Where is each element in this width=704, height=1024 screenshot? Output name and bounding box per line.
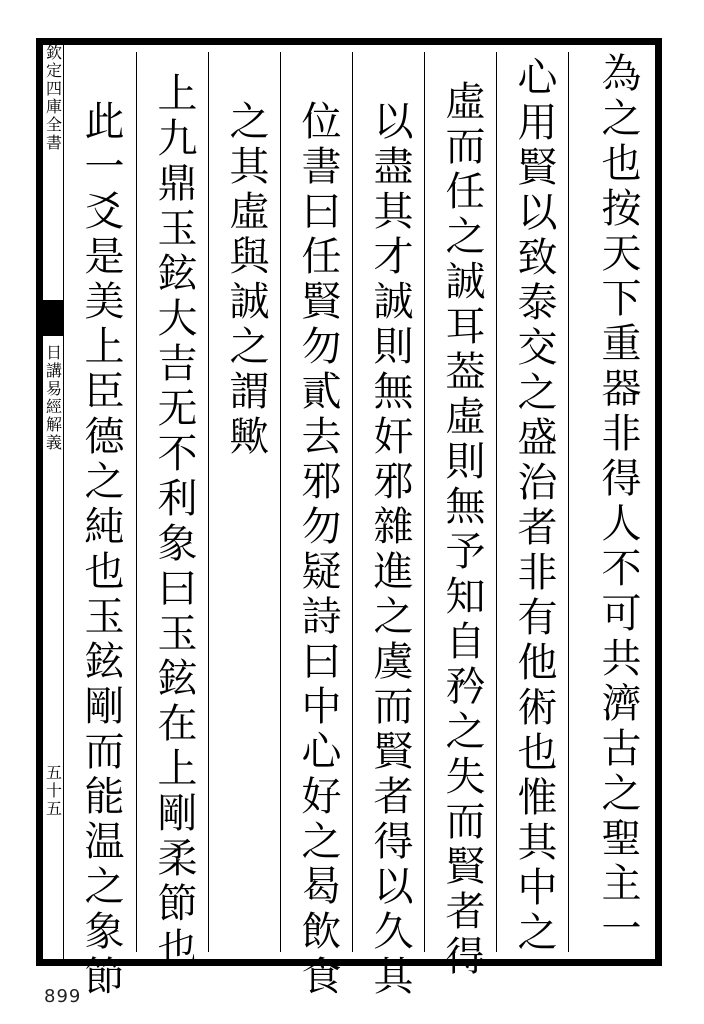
text-column-7: 上九鼎玉鉉大吉无不利象曰玉鉉在上剛柔節也 — [151, 72, 197, 972]
text-column-1: 為之也按天下重器非得人不可共濟古之聖主一 — [595, 52, 641, 952]
collection-title: 欽定四庫全書 — [43, 44, 63, 152]
column-rule — [424, 52, 425, 952]
text-column-3: 虛而任之誠耳葢虛則無予知自矜之失而賢者得 — [439, 80, 485, 980]
column-rule — [352, 52, 353, 952]
text-column-6: 之其虛與誠之謂歟 — [223, 100, 269, 460]
column-rule — [568, 52, 569, 952]
column-rule — [280, 52, 281, 952]
text-column-8: 此一爻是美上臣德之純也玉鉉剛而能温之象節 — [78, 100, 124, 1000]
column-rule — [208, 52, 209, 952]
column-rule — [496, 52, 497, 952]
margin-strip — [42, 44, 64, 960]
page-number: 899 — [44, 986, 82, 1007]
column-rule — [136, 52, 137, 952]
text-column-5: 位書曰任賢勿貳去邪勿疑詩曰中心好之曷飲食 — [295, 100, 341, 1000]
fish-tail-mark — [42, 300, 64, 336]
book-title: 日講易經解義 — [43, 344, 63, 452]
text-column-4: 以盡其才誠則無奸邪雜進之虞而賢者得以久其 — [367, 100, 413, 1000]
folio-number: 五十五 — [43, 764, 63, 818]
text-column-2: 心用賢以致泰交之盛治者非有他術也惟其中之 — [511, 56, 557, 956]
